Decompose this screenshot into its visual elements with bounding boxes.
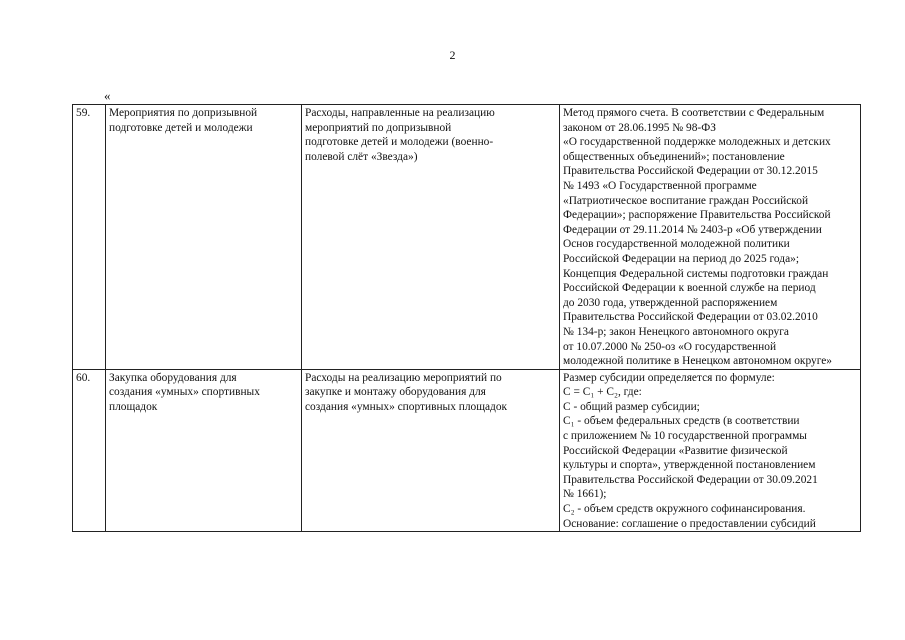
expenses-description-cell [302, 369, 560, 532]
text-line: Российской Федерации «Развитие физической [563, 444, 788, 457]
text-line: законом от 28.06.1995 № 98-ФЗ [563, 121, 716, 134]
text-line: площадок [109, 400, 158, 413]
text-line: культуры и спорта», утвержденной постановлением [563, 459, 816, 472]
text-line: С = С₁ + С₂, где: [563, 386, 642, 399]
table-row [73, 369, 861, 532]
text-line: С₂ - объем средств окружного софинансирования. [563, 503, 806, 516]
text-line: Расходы на реализацию мероприятий по [305, 371, 502, 384]
measure-name-cell [106, 105, 302, 370]
row-number-cell: 60. [73, 369, 106, 532]
text-line: Основ государственной молодежной политики [563, 238, 790, 251]
text-line: создания «умных» спортивных площадок [305, 400, 508, 413]
text-line: Мероприятия по допризывной [109, 107, 258, 119]
page-number: 2 [449, 48, 456, 62]
table-row [73, 105, 861, 370]
text-line: Федерации»; распоряжение Правительства Российской [563, 209, 831, 222]
expenditure-table [72, 104, 861, 532]
text-line: № 1661); [563, 488, 607, 501]
calculation-method-cell [560, 369, 861, 532]
text-line: № 134-р; закон Ненецкого автономного округа [563, 325, 789, 338]
text-line: до 2030 года, утвержденной распоряжением [563, 296, 778, 309]
row-number-cell: 59. [73, 105, 106, 370]
text-line: Концепция Федеральной системы подготовки граждан [563, 267, 829, 280]
text-line: Размер субсидии определяется по формуле: [563, 371, 775, 384]
expenses-description-cell [302, 105, 560, 370]
text-line: создания «умных» спортивных [109, 386, 260, 399]
text-line: Федерации от 29.11.2014 № 2403-р «Об утверждении [563, 223, 822, 236]
text-line: Метод прямого счета. В соответствии с Федеральным [563, 107, 825, 119]
text-line: С₁ - объем федеральных средств (в соответствии [563, 415, 800, 428]
text-line: Закупка оборудования для [109, 371, 237, 384]
text-line: «Патриотическое воспитание граждан Российской [563, 194, 809, 207]
text-line: Правительства Российской Федерации от 03.02.2010 [563, 311, 818, 324]
text-line: общественных объединений»; постановление [563, 150, 785, 163]
text-line: полевой слёт «Звезда») [305, 150, 418, 163]
text-line: подготовке детей и молодежи (военно- [305, 136, 494, 149]
text-line: Правительства Российской Федерации от 30.12.2015 [563, 165, 818, 178]
text-line: Расходы, направленные на реализацию [305, 107, 495, 119]
calculation-method-cell [560, 105, 861, 370]
text-line: Правительства Российской Федерации от 30.09.2021 [563, 473, 818, 486]
text-line: молодежной политике в Ненецком автономном округе» [563, 355, 832, 368]
table-body [73, 105, 861, 532]
text-line: «О государственной поддержке молодежных и детских [563, 136, 831, 149]
text-line: закупке и монтажу оборудования для [305, 386, 486, 399]
text-line: с приложением № 10 государственной программы [563, 430, 807, 443]
text-line: Российской Федерации на период до 2025 года»; [563, 252, 800, 265]
text-line: № 1493 «О Государственной программе [563, 179, 757, 192]
text-line: С - общий размер субсидии; [563, 400, 700, 413]
text-line: Основание: соглашение о предоставлении субсидий [563, 517, 816, 530]
measure-name-cell [106, 369, 302, 532]
text-line: Российской Федерации к военной службе на период [563, 282, 816, 295]
text-line: подготовке детей и молодежи [109, 121, 253, 134]
text-line: мероприятий по допризывной [305, 121, 452, 134]
opening-quote-mark: « [104, 88, 111, 103]
text-line: от 10.07.2000 № 250-оз «О государственной [563, 340, 777, 353]
